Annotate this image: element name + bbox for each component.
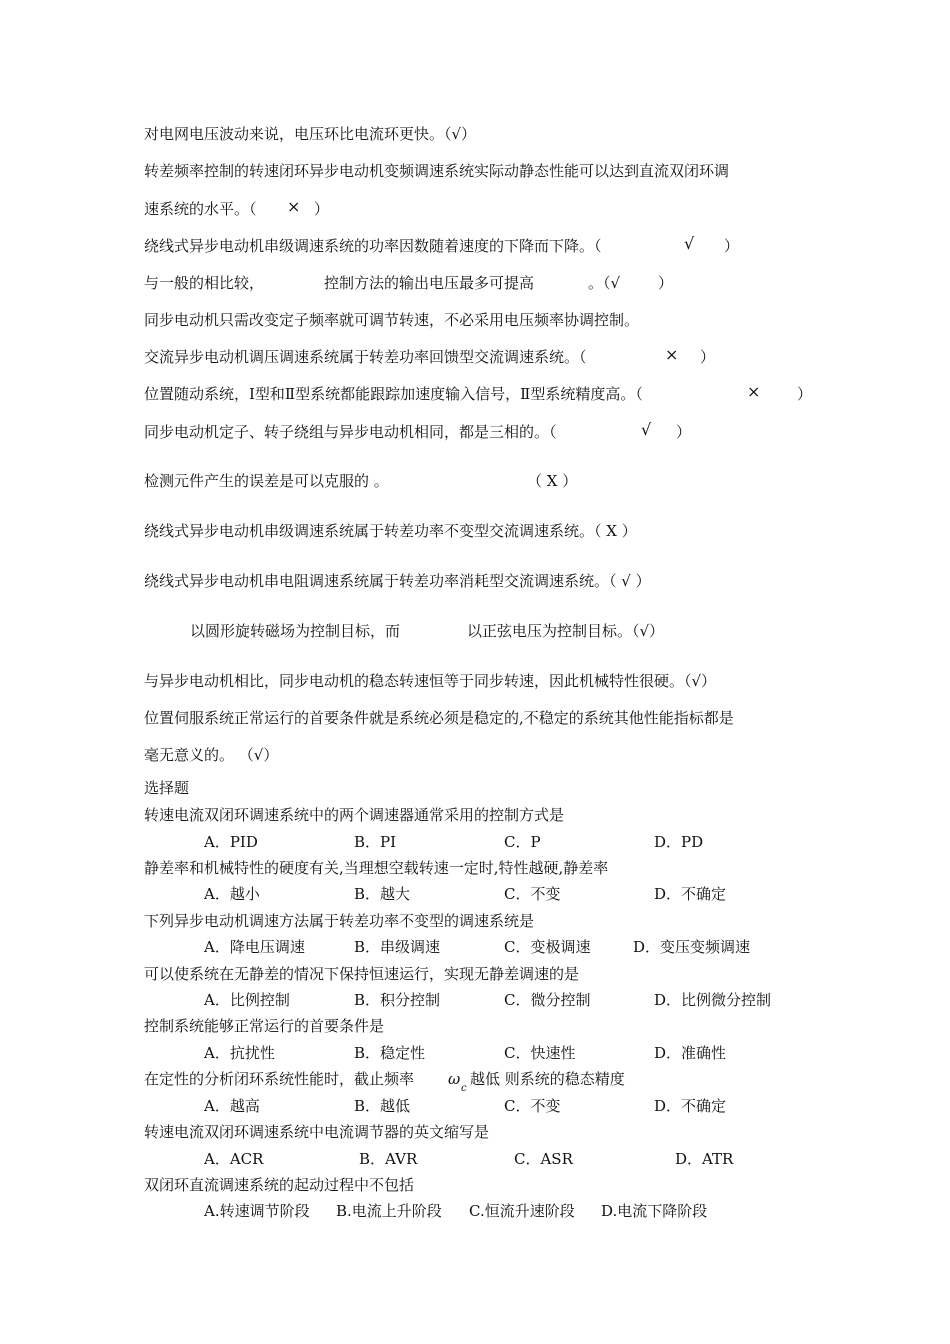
option-3c: C．变极调速 — [504, 938, 591, 956]
judgment-12-part1: 以圆形旋转磁场为控制目标，而 — [190, 622, 401, 640]
option-2b: B．越大 — [354, 885, 411, 903]
option-8d: D.电流下降阶段 — [601, 1202, 708, 1220]
option-7a: A．ACR — [204, 1150, 264, 1168]
judgment-1: 对电网电压波动来说，电压环比电流环更快。（√） — [144, 125, 477, 143]
judgment-14: 位置伺服系统正常运行的首要条件就是系统必须是稳定的,不稳定的系统其他性能指标都是 — [144, 709, 734, 727]
omega-symbol: ω — [448, 1070, 461, 1088]
judgment-13: 与异步电动机相比，同步电动机的稳态转速恒等于同步转速，因此机械特性很硬。（√） — [144, 672, 717, 690]
option-5c: C．快速性 — [504, 1044, 576, 1062]
judgment-3-mark: √ — [684, 234, 695, 253]
judgment-4-close: ） — [658, 274, 674, 292]
option-5a: A．抗扰性 — [204, 1044, 275, 1062]
option-7c: C．ASR — [514, 1150, 573, 1168]
judgment-6-mark: × — [665, 345, 679, 364]
judgment-2-close: ） — [314, 200, 330, 218]
judgment-5: 同步电动机只需改变定子频率就可调节转速，不必采用电压频率协调控制。 — [144, 311, 640, 329]
question-4: 可以使系统在无静差的情况下保持恒速运行，实现无静差调速的是 — [144, 965, 580, 983]
question-5: 控制系统能够正常运行的首要条件是 — [144, 1017, 385, 1035]
option-1b: B．PI — [354, 833, 397, 851]
option-7b: B．AVR — [359, 1150, 418, 1168]
option-4b: B．积分控制 — [354, 991, 441, 1009]
question-3: 下列异步电动机调速方法属于转差功率不变型的调速系统是 — [144, 912, 535, 930]
section-title: 选择题 — [144, 779, 190, 797]
option-5d: D．准确性 — [654, 1044, 727, 1062]
question-7: 转速电流双闭环调速系统中电流调节器的英文缩写是 — [144, 1123, 490, 1141]
option-8a: A.转速调节阶段 — [204, 1202, 310, 1220]
question-6-part2: 越低 则系统的稳态精度 — [470, 1070, 625, 1088]
judgment-2: 转差频率控制的转速闭环异步电动机变频调速系统实际动静态性能可以达到直流双闭环调 — [144, 162, 730, 180]
option-6c: C．不变 — [504, 1097, 561, 1115]
option-4c: C．微分控制 — [504, 991, 591, 1009]
omega-subscript: c — [461, 1083, 467, 1094]
judgment-3: 绕线式异步电动机串级调速系统的功率因数随着速度的下降而下降。（ — [144, 237, 602, 255]
question-6-part1: 在定性的分析闭环系统性能时，截止频率 — [144, 1070, 415, 1088]
judgment-9: 检测元件产生的误差是可以克服的 。 — [144, 472, 389, 490]
judgment-8-close: ） — [676, 423, 692, 441]
option-6d: D．不确定 — [654, 1097, 727, 1115]
judgment-4-part3: 。（√ — [588, 274, 621, 292]
option-3a: A．降电压调速 — [204, 938, 305, 956]
option-6a: A．越高 — [204, 1097, 260, 1115]
option-2a: A．越小 — [204, 885, 260, 903]
judgment-8-mark: √ — [641, 420, 652, 439]
judgment-7: 位置随动系统，Ⅰ型和Ⅱ型系统都能跟踪加速度输入信号，Ⅱ型系统精度高。（ — [144, 385, 643, 403]
option-2c: C．不变 — [504, 885, 561, 903]
judgment-12-part2: 以正弦电压为控制目标。（√） — [467, 622, 665, 640]
judgment-6-close: ） — [700, 348, 716, 366]
question-2: 静差率和机械特性的硬度有关,当理想空载转速一定时,特性越硬,静差率 — [144, 859, 609, 877]
judgment-11: 绕线式异步电动机串电阻调速系统属于转差功率消耗型交流调速系统。（ √ ） — [144, 572, 651, 590]
judgment-4-part1: 与一般的相比较， — [144, 274, 265, 292]
judgment-10: 绕线式异步电动机串级调速系统属于转差功率不变型交流调速系统。（ X ） — [144, 522, 637, 540]
option-4d: D．比例微分控制 — [654, 991, 772, 1009]
option-8c: C.恒流升速阶段 — [469, 1202, 575, 1220]
judgment-6: 交流异步电动机调压调速系统属于转差功率回馈型交流调速系统。（ — [144, 348, 587, 366]
option-5b: B．稳定性 — [354, 1044, 426, 1062]
option-1c: C．P — [504, 833, 541, 851]
judgment-14-cont: 毫无意义的。 （√） — [144, 746, 279, 764]
judgment-3-close: ） — [724, 237, 740, 255]
option-3b: B．串级调速 — [354, 938, 441, 956]
option-2d: D．不确定 — [654, 885, 727, 903]
option-8b: B.电流上升阶段 — [336, 1202, 442, 1220]
judgment-4-part2: 控制方法的输出电压最多可提高 — [324, 274, 535, 292]
judgment-7-mark: × — [747, 382, 761, 401]
judgment-2-cont: 速系统的水平。（ — [144, 200, 257, 218]
option-6b: B．越低 — [354, 1097, 411, 1115]
question-1: 转速电流双闭环调速系统中的两个调速器通常采用的控制方式是 — [144, 806, 565, 824]
judgment-8: 同步电动机定子、转子绕组与异步电动机相同，都是三相的。（ — [144, 423, 557, 441]
option-4a: A．比例控制 — [204, 991, 290, 1009]
question-8: 双闭环直流调速系统的起动过程中不包括 — [144, 1176, 415, 1194]
option-3d: D．变压变频调速 — [633, 938, 751, 956]
option-1d: D．PD — [654, 833, 704, 851]
judgment-2-mark: × — [287, 197, 301, 216]
option-7d: D．ATR — [675, 1150, 734, 1168]
judgment-7-close: ） — [797, 385, 813, 403]
option-1a: A．PID — [204, 833, 258, 851]
judgment-9-mark: （ X ） — [527, 472, 578, 490]
